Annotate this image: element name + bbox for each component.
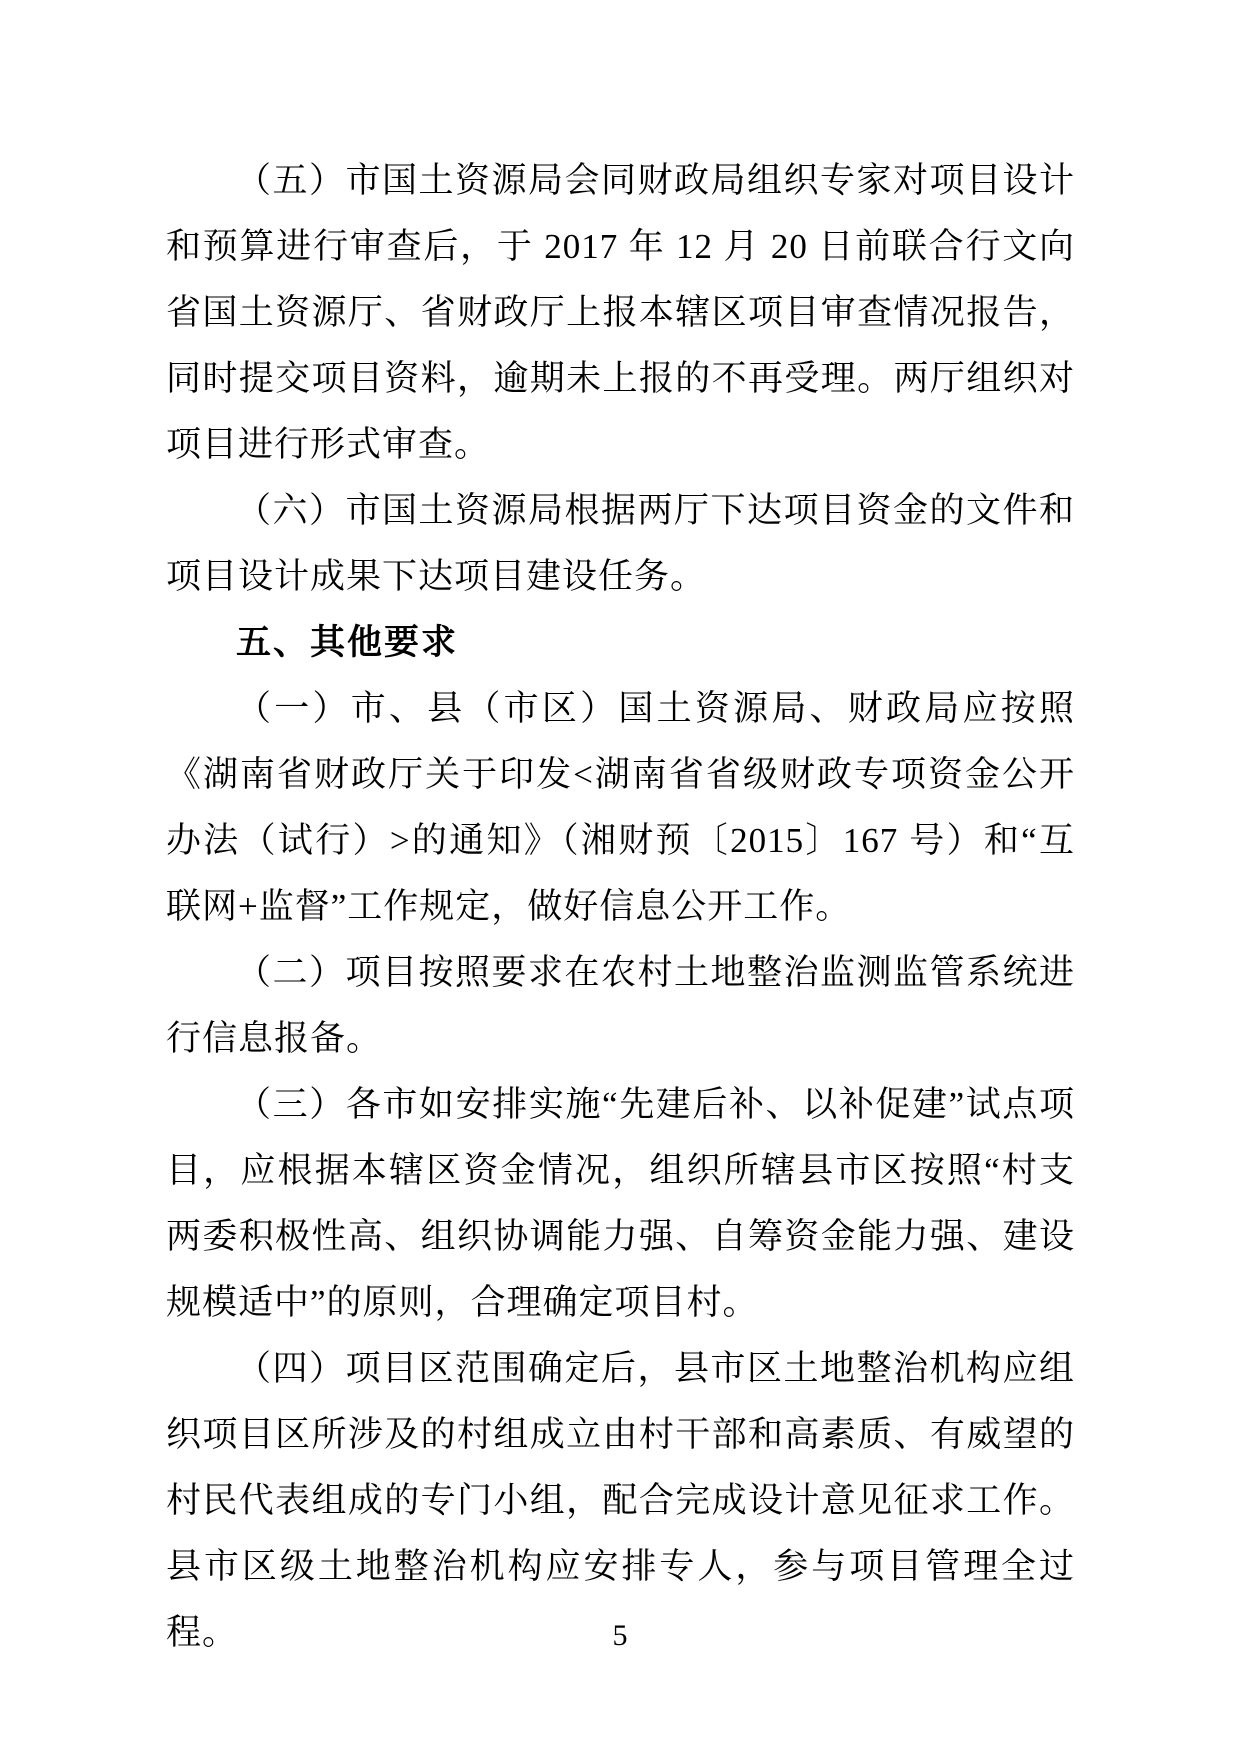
paragraph-sub-1: （一）市、县（市区）国土资源局、财政局应按照《湖南省财政厅关于印发<湖南省省级财政专项资金公开办法（试行）>的通知》（湘财预〔2015〕167 号）和“互联网+监督”工作规定，做好信息公开工作。	[166, 689, 1075, 926]
paragraph-item-5: （五）市国土资源局会同财政局组织专家对项目设计和预算进行审查后，于 2017 年 12 月 20 日前联合行文向省国土资源厅、省财政厅上报本辖区项目审查情况报告，同时提交项目资料，逾期未上报的不再受理。两厅组织对项目进行形式审查。	[166, 161, 1075, 464]
paragraph-item-6: （六）市国土资源局根据两厅下达项目资金的文件和项目设计成果下达项目建设任务。	[166, 491, 1075, 596]
paragraph-sub-4: （四）项目区范围确定后，县市区土地整治机构应组织项目区所涉及的村组成立由村干部和高素质、有威望的村民代表组成的专门小组，配合完成设计意见征求工作。县市区级土地整治机构应安排专人，参与项目管理全过程。	[166, 1349, 1075, 1652]
paragraph-sub-3: （三）各市如安排实施“先建后补、以补促建”试点项目，应根据本辖区资金情况，组织所辖县市区按照“村支两委积极性高、组织协调能力强、自筹资金能力强、建设规模适中”的原则，合理确定项目村。	[166, 1085, 1075, 1322]
paragraph-sub-2: （二）项目按照要求在农村土地整治监测监管系统进行信息报备。	[166, 953, 1075, 1058]
page-number: 5	[612, 1619, 628, 1652]
document-body	[166, 148, 1075, 1666]
section-heading-other-requirements: 五、其他要求	[236, 623, 459, 662]
